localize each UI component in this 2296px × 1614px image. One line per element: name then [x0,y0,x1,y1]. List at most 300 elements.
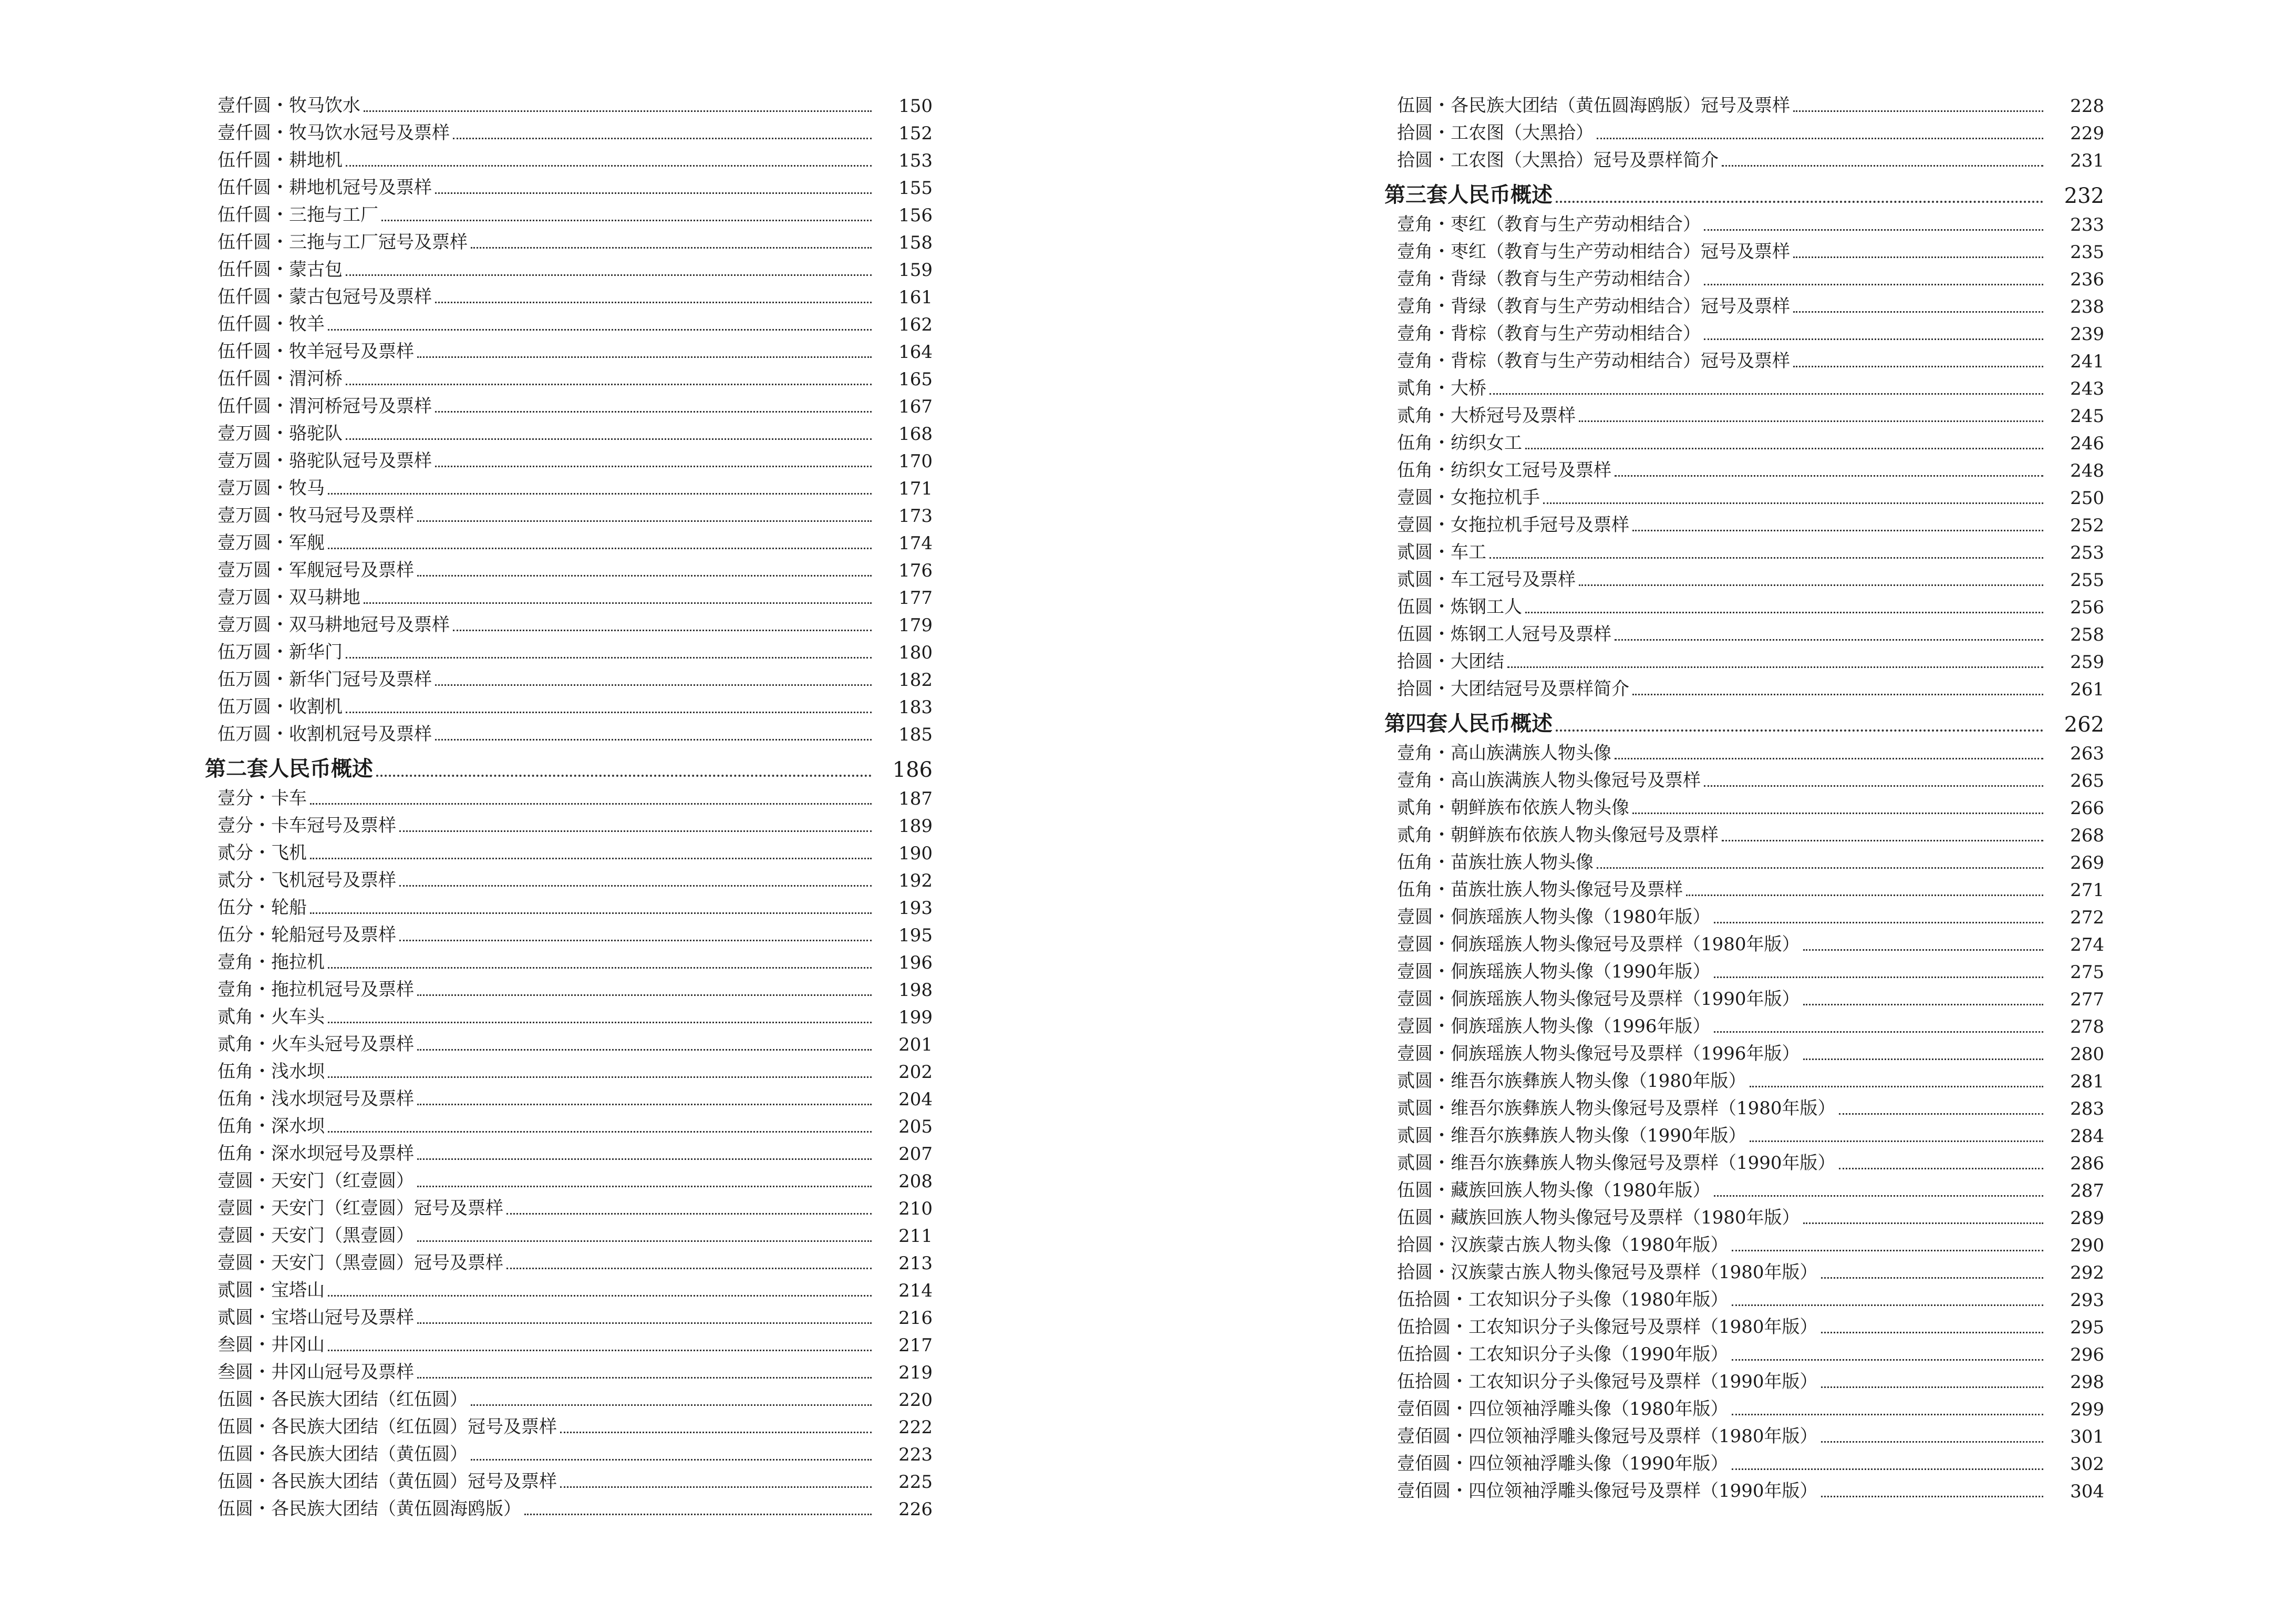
page-number: 176 [898,560,933,581]
toc-entry[interactable] [1384,563,2104,591]
page-number: 217 [898,1335,933,1356]
entry-title: 壹圆・侗族瑶族人物头像冠号及票样（1990年版） [1397,989,1800,1010]
entry-title: 伍角・浅水坝 [218,1061,325,1082]
toc-entry[interactable] [1384,1365,2104,1393]
page-number: 243 [2070,378,2104,399]
page-number: 231 [2070,150,2104,171]
dot-leader [1490,393,2043,395]
page-number: 198 [898,980,933,1001]
dot-leader [1507,666,2043,668]
dot-leader [417,1377,872,1379]
toc-entry[interactable] [1384,235,2104,263]
toc-entry[interactable] [1384,1065,2104,1092]
page-number: 179 [898,615,933,636]
dot-leader [328,1076,872,1078]
toc-entry[interactable] [205,1165,933,1192]
page-number: 162 [898,314,933,335]
toc-entry[interactable] [205,1301,933,1329]
toc-entry[interactable] [205,1438,933,1465]
dot-leader [381,220,872,221]
dot-leader [1490,557,2043,559]
dot-leader [346,438,872,440]
entry-title: 叁圆・井冈山冠号及票样 [218,1362,414,1383]
dot-leader [1803,1058,2043,1060]
entry-title: 壹万圆・牧马 [218,478,325,499]
dot-leader [1722,840,2043,841]
toc-entry[interactable] [205,809,933,837]
page-number: 186 [892,758,933,782]
page-number: 304 [2070,1481,2104,1502]
toc-entry[interactable] [205,363,933,390]
entry-title: 壹角・拖拉机 [218,952,325,973]
section-title: 第三套人民币概述 [1384,182,1553,207]
toc-entry[interactable] [1384,1010,2104,1037]
toc-entry[interactable] [1384,509,2104,536]
entry-title: 伍角・苗族壮族人物头像冠号及票样 [1397,879,1683,900]
dot-leader [1556,201,2043,203]
dot-leader [471,1404,872,1406]
toc-entry[interactable] [1384,873,2104,901]
page-number: 195 [898,925,933,946]
entry-title: 伍仟圆・耕地机 [218,150,343,171]
toc-entry[interactable] [205,1274,933,1301]
page-number: 167 [898,396,933,417]
toc-entry[interactable] [1384,536,2104,563]
dot-leader [1821,1441,2043,1443]
toc-entry[interactable] [1384,1229,2104,1256]
entry-title: 伍圆・藏族回族人物头像（1980年版） [1397,1180,1711,1201]
toc-entry[interactable] [205,1247,933,1274]
toc-entry[interactable] [1384,737,2104,764]
page-number: 238 [2070,296,2104,317]
page-number: 207 [898,1144,933,1165]
toc-entry[interactable] [205,973,933,1001]
toc-entry[interactable] [205,499,933,527]
toc-entry[interactable] [205,117,933,144]
entry-title: 壹圆・天安门（黑壹圆） [218,1225,414,1246]
entry-title: 壹万圆・骆驼队冠号及票样 [218,450,432,471]
dot-leader [399,830,872,832]
page-number: 253 [2070,542,2104,563]
dot-leader [471,247,872,249]
dot-leader [328,967,872,969]
toc-entry[interactable] [205,581,933,609]
toc-entry[interactable] [205,445,933,472]
toc-entry[interactable] [205,919,933,946]
toc-entry[interactable] [205,472,933,499]
page-number: 192 [898,870,933,891]
entry-title: 拾圆・大团结 [1397,651,1504,672]
toc-entry[interactable] [1384,144,2104,171]
dot-leader [1821,1332,2043,1333]
dot-leader [328,1295,872,1297]
toc-entry[interactable] [1384,372,2104,399]
dot-leader [1803,1004,2043,1005]
entry-title: 伍圆・各民族大团结（黄伍圆） [218,1444,468,1465]
toc-entry[interactable] [205,1356,933,1383]
toc-entry[interactable] [205,171,933,199]
page-number: 208 [898,1171,933,1192]
entry-title: 壹角・背棕（教育与生产劳动相结合）冠号及票样 [1397,351,1790,372]
dot-leader [453,138,872,139]
page-number: 161 [898,287,933,308]
toc-entry[interactable] [1384,673,2104,700]
entry-title: 贰圆・维吾尔族彝族人物头像冠号及票样（1990年版） [1397,1153,1836,1174]
page-number: 225 [898,1472,933,1493]
page-number: 241 [2070,351,2104,372]
toc-entry[interactable] [205,281,933,308]
dot-leader [310,858,872,859]
entry-title: 壹角・枣红（教育与生产劳动相结合）冠号及票样 [1397,241,1790,262]
dot-leader [417,1186,872,1187]
toc-entry[interactable] [205,636,933,663]
toc-entry[interactable] [1384,618,2104,645]
entry-title: 壹圆・侗族瑶族人物头像（1980年版） [1397,907,1711,928]
toc-section-header[interactable] [1384,700,2104,737]
toc-entry[interactable] [205,609,933,636]
toc-section-header[interactable] [1384,171,2104,208]
entry-title: 伍圆・各民族大团结（黄伍圆海鸥版） [218,1498,521,1519]
page-number: 255 [2070,570,2104,591]
page-number: 245 [2070,406,2104,427]
toc-entry[interactable] [205,144,933,171]
dot-leader [1732,1250,2043,1251]
dot-leader [506,1268,872,1269]
entry-title: 壹角・背绿（教育与生产劳动相结合） [1397,269,1701,290]
page-number: 210 [898,1198,933,1219]
toc-entry[interactable] [205,1137,933,1165]
dot-leader [417,994,872,996]
entry-title: 贰圆・维吾尔族彝族人物头像冠号及票样（1980年版） [1397,1098,1836,1119]
dot-leader [1704,229,2043,231]
toc-entry[interactable] [205,1411,933,1438]
toc-entry[interactable] [205,527,933,554]
entry-title: 伍圆・藏族回族人物头像冠号及票样（1980年版） [1397,1207,1800,1228]
dot-leader [435,192,872,194]
entry-title: 伍圆・各民族大团结（黄伍圆海鸥版）冠号及票样 [1397,95,1790,116]
toc-entry[interactable] [1384,1147,2104,1174]
page-number: 261 [2070,679,2104,700]
entry-title: 伍拾圆・工农知识分子头像冠号及票样（1990年版） [1397,1371,1818,1392]
entry-title: 壹万圆・军舰冠号及票样 [218,560,414,581]
toc-entry[interactable] [205,335,933,363]
entry-title: 壹圆・女拖拉机手冠号及票样 [1397,515,1629,536]
toc-entry[interactable] [1384,1256,2104,1283]
dot-leader [1704,284,2043,285]
toc-entry[interactable] [205,864,933,891]
toc-entry[interactable] [1384,983,2104,1010]
dot-leader [1632,813,2043,814]
page-number: 298 [2070,1372,2104,1393]
toc-entry[interactable] [1384,1311,2104,1338]
toc-entry[interactable] [1384,1201,2104,1229]
page-number: 233 [2070,214,2104,235]
entry-title: 壹万圆・骆驼队 [218,423,343,444]
section-title: 第二套人民币概述 [205,756,373,781]
toc-entry[interactable] [1384,791,2104,819]
entry-title: 壹角・枣红（教育与生产劳动相结合） [1397,214,1701,235]
dot-leader [1750,1140,2043,1142]
page-number: 204 [898,1089,933,1110]
dot-leader [417,356,872,358]
toc-entry[interactable] [1384,89,2104,117]
toc-entry[interactable] [205,782,933,809]
dot-leader [399,885,872,887]
toc-entry[interactable] [205,308,933,335]
toc-entry[interactable] [1384,290,2104,317]
toc-entry[interactable] [1384,263,2104,290]
entry-title: 壹圆・侗族瑶族人物头像冠号及票样（1996年版） [1397,1043,1800,1064]
toc-entry[interactable] [205,663,933,691]
toc-entry[interactable] [1384,345,2104,372]
toc-entry[interactable] [1384,645,2104,673]
page-number: 246 [2070,433,2104,454]
page-number: 236 [2070,269,2104,290]
entry-title: 拾圆・大团结冠号及票样简介 [1397,679,1629,700]
dot-leader [1686,895,2043,896]
entry-title: 伍拾圆・工农知识分子头像（1980年版） [1397,1289,1729,1310]
entry-title: 壹仟圆・牧马饮水冠号及票样 [218,122,450,143]
toc-entry[interactable] [1384,955,2104,983]
entry-title: 伍分・轮船 [218,897,307,918]
toc-entry[interactable] [205,1493,933,1520]
dot-leader [417,520,872,522]
dot-leader [1543,502,2043,504]
toc-entry[interactable] [1384,1393,2104,1420]
toc-entry[interactable] [1384,208,2104,235]
toc-entry[interactable] [205,390,933,417]
entry-title: 伍仟圆・牧羊冠号及票样 [218,341,414,362]
toc-entry[interactable] [205,1028,933,1055]
toc-entry[interactable] [205,1219,933,1247]
dot-leader [346,165,872,167]
toc-entry[interactable] [1384,427,2104,454]
toc-entry[interactable] [1384,1420,2104,1447]
page-number: 211 [898,1226,933,1247]
dot-leader [1615,475,2043,477]
page-number: 177 [898,588,933,609]
dot-leader [1732,1468,2043,1470]
toc-entry[interactable] [205,1329,933,1356]
toc-entry[interactable] [205,1383,933,1411]
toc-entry[interactable] [1384,1119,2104,1147]
toc-entry[interactable] [1384,1174,2104,1201]
toc-entry[interactable] [1384,764,2104,791]
page-number: 216 [898,1308,933,1329]
entry-title: 伍仟圆・三拖与工厂 [218,204,378,225]
entry-title: 拾圆・工农图（大黑拾） [1397,122,1594,143]
dot-leader [310,912,872,914]
dot-leader [328,493,872,495]
entry-title: 伍仟圆・蒙古包冠号及票样 [218,286,432,307]
entry-title: 贰圆・车工 [1397,542,1486,563]
toc-entry[interactable] [1384,1092,2104,1119]
toc-entry[interactable] [205,89,933,117]
page-number: 158 [898,232,933,253]
dot-leader [435,302,872,303]
page-number: 266 [2070,798,2104,819]
dot-leader [1732,1304,2043,1306]
dot-leader [1793,256,2043,258]
toc-entry[interactable] [1384,317,2104,345]
dot-leader [364,602,872,604]
entry-title: 伍圆・炼钢工人 [1397,597,1522,618]
dot-leader [417,1104,872,1105]
toc-entry[interactable] [1384,819,2104,846]
entry-title: 贰圆・车工冠号及票样 [1397,569,1576,590]
page-number: 277 [2070,989,2104,1010]
dot-leader [1732,1414,2043,1415]
entry-title: 壹分・卡车冠号及票样 [218,815,396,836]
dot-leader [506,1213,872,1215]
toc-entry[interactable] [1384,591,2104,618]
entry-title: 壹圆・侗族瑶族人物头像冠号及票样（1980年版） [1397,934,1800,955]
entry-title: 伍角・深水坝冠号及票样 [218,1143,414,1164]
entry-title: 贰圆・维吾尔族彝族人物头像（1980年版） [1397,1071,1746,1092]
entry-title: 伍万圆・新华门冠号及票样 [218,669,432,690]
page-number: 202 [898,1062,933,1083]
toc-entry[interactable] [205,718,933,745]
entry-title: 伍仟圆・渭河桥冠号及票样 [218,396,432,417]
toc-entry[interactable] [205,691,933,718]
toc-entry[interactable] [205,226,933,253]
dot-leader [435,466,872,467]
entry-title: 贰角・朝鲜族布依族人物头像 [1397,797,1629,818]
page-number: 201 [898,1034,933,1055]
entry-title: 壹佰圆・四位领袖浮雕头像（1980年版） [1397,1399,1729,1420]
entry-title: 伍角・纺织女工 [1397,433,1522,454]
page-number: 301 [2070,1426,2104,1447]
dot-leader [376,775,872,777]
page-number: 228 [2070,96,2104,117]
toc-entry[interactable] [1384,481,2104,509]
toc-entry[interactable] [205,1055,933,1083]
toc-entry[interactable] [1384,1447,2104,1475]
entry-title: 伍圆・各民族大团结（红伍圆）冠号及票样 [218,1416,557,1437]
toc-entry[interactable] [205,1001,933,1028]
dot-leader [435,411,872,413]
entry-title: 壹圆・天安门（黑壹圆）冠号及票样 [218,1252,503,1273]
dot-leader [524,1514,872,1515]
entry-title: 伍圆・各民族大团结（黄伍圆）冠号及票样 [218,1471,557,1492]
toc-entry[interactable] [205,1083,933,1110]
toc-entry[interactable] [205,891,933,919]
dot-leader [1803,1222,2043,1224]
entry-title: 伍仟圆・牧羊 [218,314,325,335]
page-number: 150 [898,96,933,117]
toc-entry[interactable] [1384,454,2104,481]
entry-title: 贰角・火车头 [218,1006,325,1027]
page-number: 278 [2070,1016,2104,1037]
page-number: 170 [898,451,933,472]
entry-title: 壹万圆・牧马冠号及票样 [218,505,414,526]
entry-title: 壹分・卡车 [218,788,307,809]
page-number: 193 [898,898,933,919]
toc-entry[interactable] [1384,1037,2104,1065]
toc-entry[interactable] [1384,846,2104,873]
page-number: 287 [2070,1180,2104,1201]
dot-leader [560,1486,872,1488]
entry-title: 壹圆・侗族瑶族人物头像（1996年版） [1397,1016,1711,1037]
page-number: 180 [898,642,933,663]
page-number: 272 [2070,907,2104,928]
toc-entry[interactable] [205,1110,933,1137]
entry-title: 壹角・背棕（教育与生产劳动相结合） [1397,323,1701,344]
dot-leader [453,630,872,631]
toc-section-header[interactable] [205,745,933,782]
page-number: 190 [898,843,933,864]
dot-leader [346,712,872,713]
dot-leader [1821,1277,2043,1279]
entry-title: 伍万圆・新华门 [218,642,343,663]
dot-leader [1525,448,2043,449]
dot-leader [1793,366,2043,367]
page-number: 168 [898,424,933,445]
toc-entry[interactable] [205,1192,933,1219]
toc-entry[interactable] [1384,1475,2104,1502]
toc-entry[interactable] [1384,901,2104,928]
page-number: 281 [2070,1071,2104,1092]
dot-leader [1714,976,2043,978]
entry-title: 壹角・拖拉机冠号及票样 [218,979,414,1000]
toc-entry[interactable] [205,837,933,864]
entry-title: 贰角・朝鲜族布依族人物头像冠号及票样 [1397,825,1719,846]
dot-leader [1597,867,2043,869]
dot-leader [1704,338,2043,340]
toc-right-page [1384,89,2104,1502]
toc-entry[interactable] [205,253,933,281]
page-number: 214 [898,1280,933,1301]
dot-leader [1793,110,2043,112]
toc-entry[interactable] [1384,1338,2104,1365]
toc-entry[interactable] [205,417,933,445]
entry-title: 壹圆・侗族瑶族人物头像（1990年版） [1397,961,1711,982]
dot-leader [1579,420,2043,422]
toc-entry[interactable] [1384,117,2104,144]
toc-entry[interactable] [1384,1283,2104,1311]
toc-entry[interactable] [205,199,933,226]
entry-title: 贰圆・维吾尔族彝族人物头像（1990年版） [1397,1125,1746,1146]
dot-leader [346,384,872,385]
toc-entry[interactable] [1384,399,2104,427]
page-number: 155 [898,178,933,199]
toc-entry[interactable] [1384,928,2104,955]
page-number: 183 [898,697,933,718]
page-number: 164 [898,342,933,363]
dot-leader [1714,1031,2043,1033]
entry-title: 壹圆・天安门（红壹圆） [218,1170,414,1191]
toc-entry[interactable] [205,946,933,973]
dot-leader [346,274,872,276]
dot-leader [435,739,872,741]
dot-leader [471,1459,872,1461]
entry-title: 壹角・高山族满族人物头像冠号及票样 [1397,770,1701,791]
dot-leader [417,1240,872,1242]
toc-entry[interactable] [205,554,933,581]
page-number: 290 [2070,1235,2104,1256]
entry-title: 贰分・飞机 [218,842,307,863]
dot-leader [346,657,872,659]
entry-title: 伍圆・各民族大团结（红伍圆） [218,1389,468,1410]
page-number: 302 [2070,1454,2104,1475]
page-number: 252 [2070,515,2104,536]
entry-title: 壹万圆・双马耕地 [218,587,360,608]
page-number: 213 [898,1253,933,1274]
dot-leader [1615,758,2043,759]
toc-entry[interactable] [205,1465,933,1493]
entry-title: 贰角・火车头冠号及票样 [218,1034,414,1055]
entry-title: 壹圆・天安门（红壹圆）冠号及票样 [218,1198,503,1219]
